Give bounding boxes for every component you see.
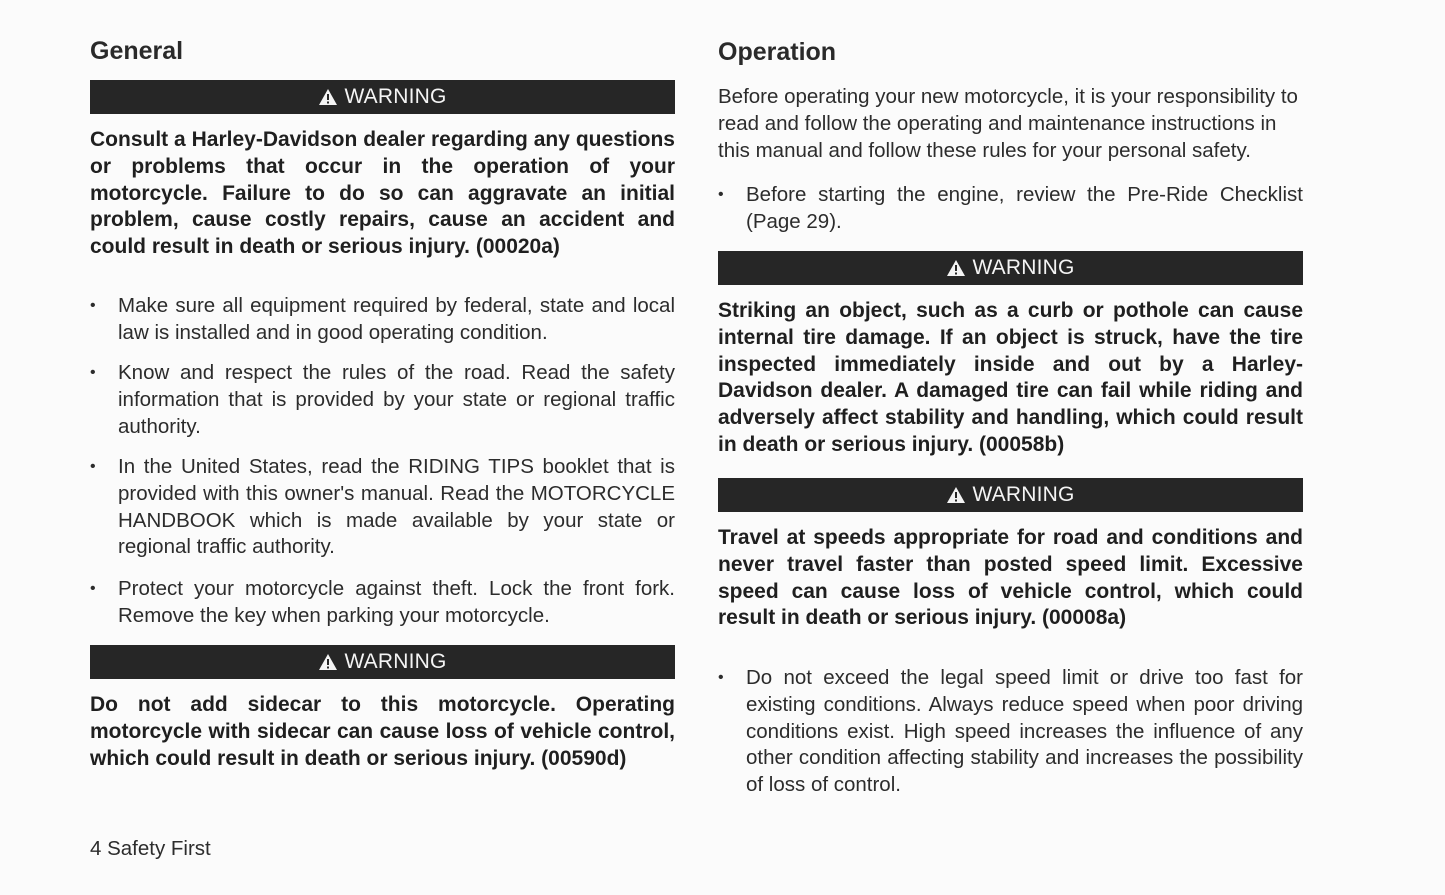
bullet-dot-icon: • (718, 186, 724, 203)
list-item (90, 360, 675, 440)
warning-label: WARNING (344, 85, 447, 108)
list-item (718, 665, 1303, 799)
bullet-dot-icon: • (90, 297, 96, 314)
warning-label: WARNING (972, 256, 1075, 279)
section-heading-general: General (90, 37, 184, 65)
list-item (90, 576, 675, 630)
warning-label: WARNING (344, 650, 447, 673)
list-item-text: Protect your motorcycle against theft. Lock the front fork. Remove the key when parking your motorcycle. (118, 577, 675, 627)
list-item (718, 182, 1303, 236)
page-footer: 4 Safety First (90, 837, 211, 860)
list-item (90, 293, 675, 347)
warning-triangle-icon (318, 88, 338, 106)
intro-paragraph: Before operating your new motorcycle, it is your responsibility to read and follow the operating and maintenance instructions in this manual and follow these rules for your personal safety. (718, 85, 1298, 162)
bullet-dot-icon: • (718, 669, 724, 686)
warning-text: Travel at speeds appropriate for road and conditions and never travel faster than posted speed limit. Excessive speed can cause loss of vehicle control, which could result in death or serious injury. (00008a) (718, 526, 1303, 630)
bullet-dot-icon: • (90, 364, 96, 381)
section-heading-operation: Operation (718, 38, 837, 66)
bullet-dot-icon: • (90, 458, 96, 475)
warning-banner (90, 80, 675, 114)
warning-label: WARNING (972, 483, 1075, 506)
warning-triangle-icon (318, 653, 338, 671)
warning-text: Do not add sidecar to this motorcycle. Operating motorcycle with sidecar can cause loss of vehicle control, which could result in death or serious injury. (00590d) (90, 693, 675, 770)
list-item-text: Before starting the engine, review the Pre-Ride Checklist (Page 29). (746, 183, 1303, 233)
warning-banner (90, 645, 675, 679)
warning-banner (718, 251, 1303, 285)
list-item-text: In the United States, read the RIDING TIPS booklet that is provided with this owner's manual. Read the MOTORCYCLE HANDBOOK which is made available by your state or regional traffic authority. (118, 455, 675, 559)
warning-text: Striking an object, such as a curb or pothole can cause internal tire damage. If an object is struck, have the tire inspected immediately inside and out by a Harley-Davidson dealer. A damaged tire can fail while riding and adversely affect stability and handling, which could result in death or serious injury. (00058b) (718, 299, 1303, 456)
warning-text: Consult a Harley-Davidson dealer regarding any questions or problems that occur in the operation of your motorcycle. Failure to do so can aggravate an initial problem, cause costly repairs, cause an accident and could result in death or serious injury. (00020a) (90, 128, 675, 259)
warning-triangle-icon (946, 486, 966, 504)
list-item-text: Know and respect the rules of the road. Read the safety information that is provided by your state or regional traffic authority. (118, 361, 675, 438)
warning-triangle-icon (946, 259, 966, 277)
list-item-text: Do not exceed the legal speed limit or drive too fast for existing conditions. Always reduce speed when poor driving conditions exist. High speed increases the influence of any other condition affecting stability and increases the possibility of loss of control. (746, 666, 1303, 797)
warning-banner (718, 478, 1303, 512)
bullet-dot-icon: • (90, 580, 96, 597)
list-item-text: Make sure all equipment required by federal, state and local law is installed and in good operating condition. (118, 294, 675, 344)
list-item (90, 454, 675, 561)
